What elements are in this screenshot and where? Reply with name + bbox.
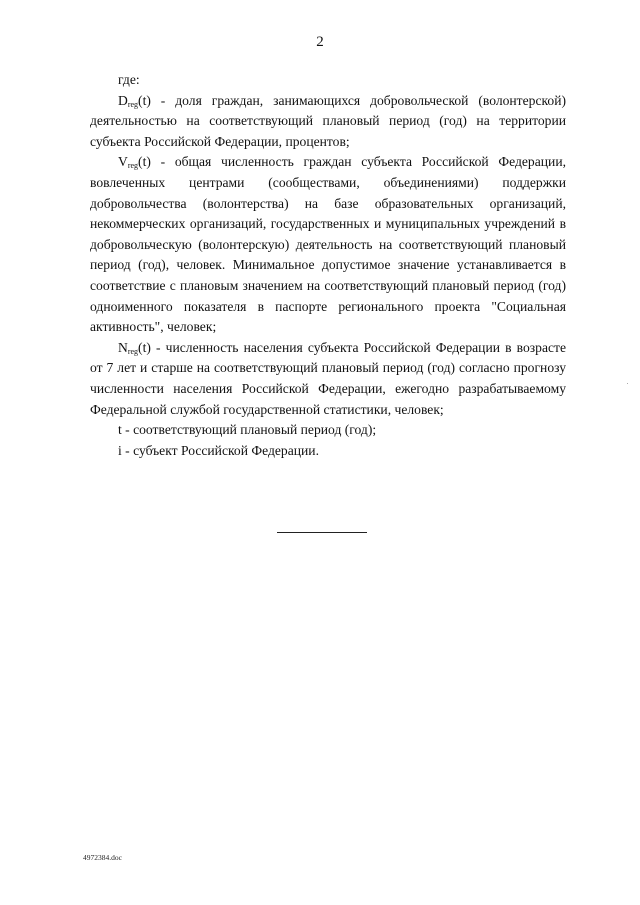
formula-subscript: reg (127, 161, 139, 171)
intro-line: где: (118, 72, 140, 87)
definition-text: - доля граждан, занимающихся добровольческой (волонтерской) деятельностью на соответствующий плановый период (год) на территории субъекта Российской Федерации, процентов; (90, 92, 566, 149)
formula-symbol: V (118, 154, 128, 170)
note-t: t - соответствующий плановый период (год); (118, 422, 377, 438)
definition-text: - общая численность граждан субъекта Российской Федерации, вовлеченных центрами (сообществами, объединениями) поддержки добровольчества (волонтерства) на базе образовательных организаций, некоммерческих организаций, государственных и муниципальных учреждений в добровольческую (волонтерскую) деятельность на соответствующий плановый период (год), человек. Минимальное допустимое значение устанавливается в соответствие с плановым значением на соответствующий плановый период (год) одноименного показателя в паспорте регионального проекта "Социальная активность", человек; (90, 154, 566, 335)
definition-text: - численность населения субъекта Российской Федерации в возрасте от 7 лет и старше на соответствующий плановый период (год) согласно прогнозу численности населения Российской Федерации, ежегодно разрабатываемому Федеральной службой государственной статистики, человек; (90, 339, 566, 417)
formula-argument: (t) (138, 339, 151, 355)
closing-divider (277, 532, 367, 533)
formula-subscript: reg (127, 346, 139, 356)
formula-argument: (t) (138, 154, 151, 170)
definition-d-reg (90, 91, 566, 153)
formula-symbol: D (118, 92, 128, 108)
document-body (90, 70, 566, 461)
scan-speck (627, 383, 628, 384)
document-file-id: 4972384.doc (83, 853, 122, 862)
formula-symbol: N (118, 339, 128, 355)
definition-n-reg (90, 338, 566, 420)
page-number: 2 (316, 34, 324, 50)
definition-v-reg (90, 152, 566, 337)
note-i: i - субъект Российской Федерации. (118, 442, 319, 458)
formula-argument: (t) (138, 92, 151, 108)
formula-subscript: reg (127, 99, 139, 109)
